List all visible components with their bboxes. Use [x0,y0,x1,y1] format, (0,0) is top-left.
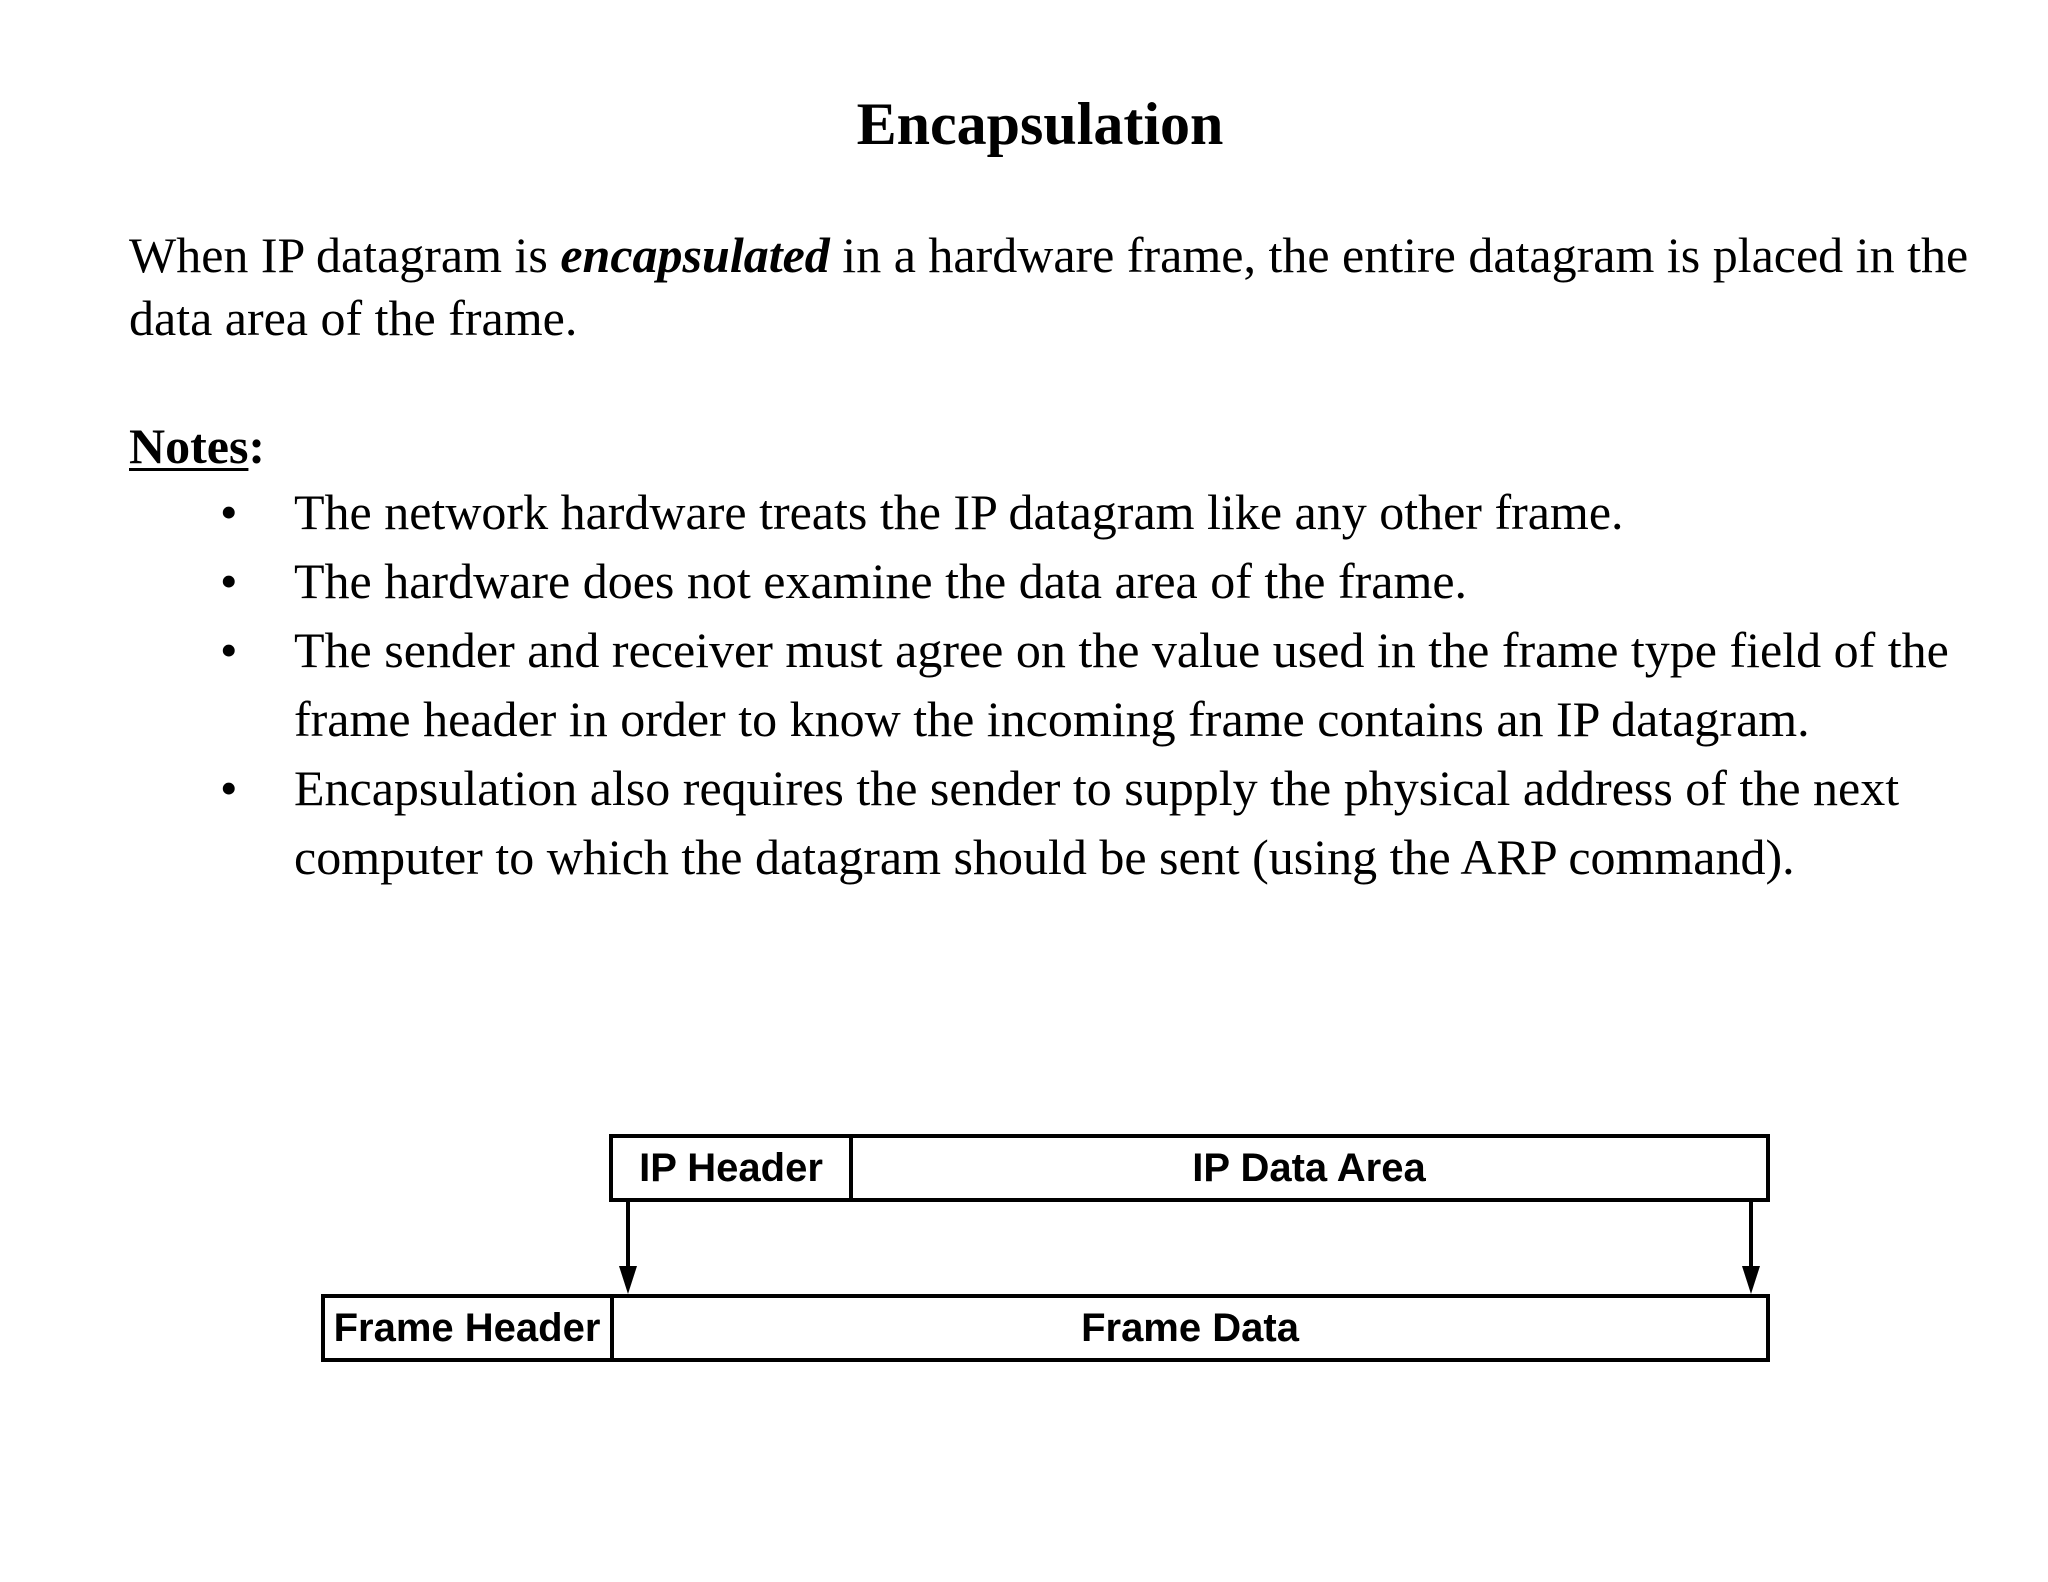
ip-data-area-label: IP Data Area [1192,1146,1426,1190]
bullet-marker: • [220,484,238,540]
ip-header-label: IP Header [639,1146,823,1190]
note-text: Encapsulation also requires the sender to supply the physical address of the next computer to which the datagram should be sent (using the ARP command). [294,760,1900,885]
left-arrow-head [619,1266,637,1294]
notes-heading-colon: : [248,418,266,474]
note-text: The hardware does not examine the data area of the frame. [294,553,1468,609]
note-text: The network hardware treats the IP datagram like any other frame. [294,484,1624,540]
bullet-marker: • [220,622,238,678]
intro-text-start: When IP datagram is [129,227,561,283]
right-arrow-head [1742,1266,1760,1294]
notes-heading-label: Notes [129,418,249,474]
ip-datagram-row [611,1136,1768,1200]
frame-header-label: Frame Header [333,1306,601,1350]
bullet-marker: • [220,760,238,816]
intro-emphasis: encapsulated [560,227,830,283]
intro-text-end: in a hardware frame, the entire datagram is placed in the data area of the frame. [129,227,1969,346]
page-title: Encapsulation [856,91,1224,157]
bullet-marker: • [220,553,238,609]
note-text: The sender and receiver must agree on the value used in the frame type field of the frame header in order to know the incoming frame contains an IP datagram. [294,622,1949,747]
frame-data-label: Frame Data [1081,1306,1299,1350]
encapsulation-arrows [619,1200,1760,1294]
frame-row [323,1296,1768,1360]
